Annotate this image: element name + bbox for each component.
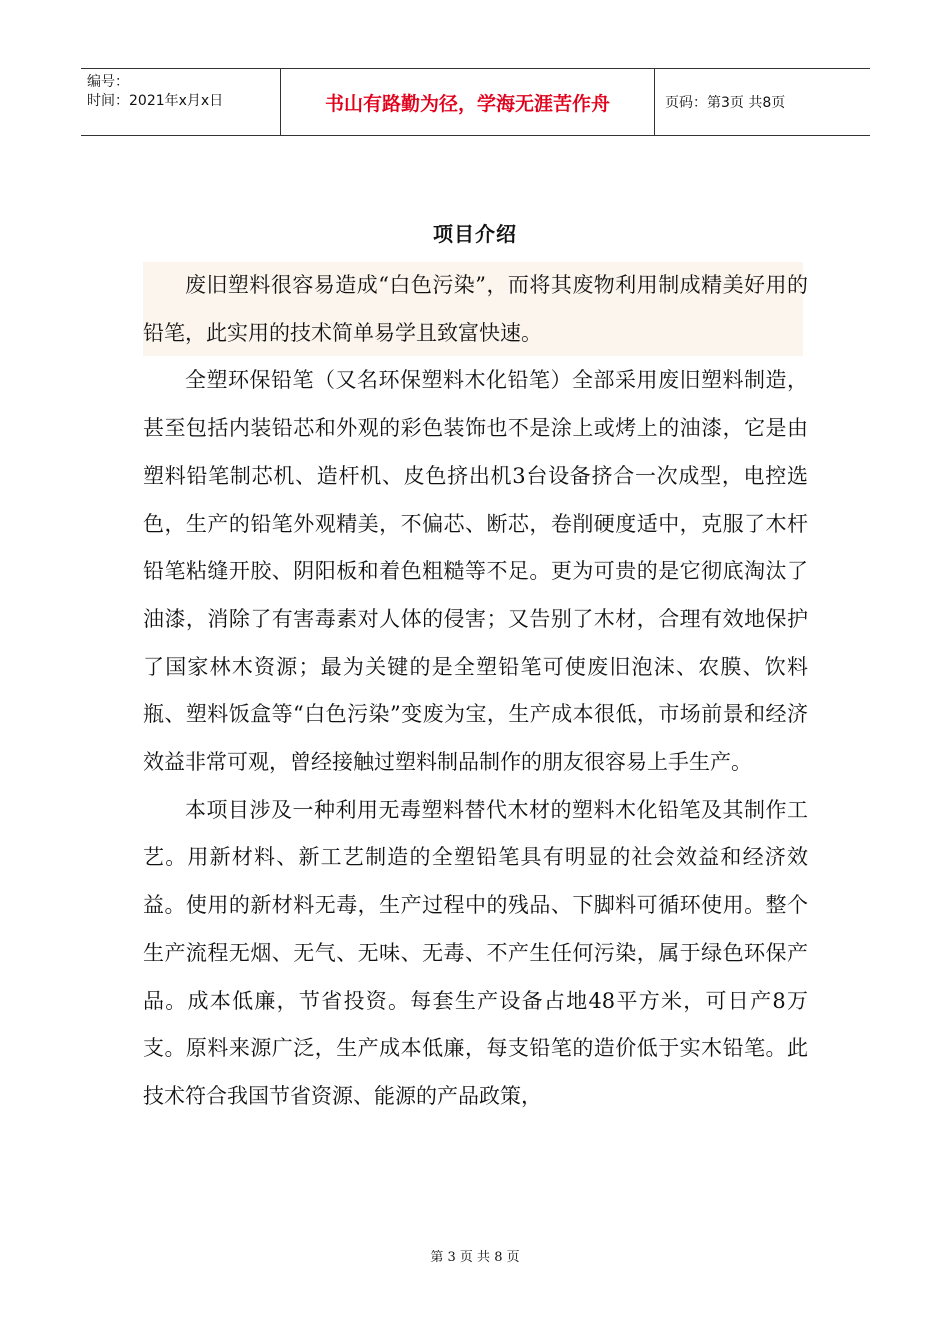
header-motto: 书山有路勤为径，学海无涯苦作舟 — [281, 69, 655, 135]
header-page-info: 页码：第3页 共8页 — [665, 95, 786, 111]
paragraph-1: 废旧塑料很容易造成“白色污染”，而将其废物利用制成精美好用的铅笔，此实用的技术简单易学且致富快速。 — [143, 273, 808, 345]
page-footer: 第 3 页 共 8 页 — [430, 1250, 520, 1265]
paragraph-3: 本项目涉及一种利用无毒塑料替代木材的塑料木化铅笔及其制作工艺。用新材料、新工艺制造的全塑铅笔具有明显的社会效益和经济效益。使用的新材料无毒，生产过程中的残品、下脚料可循环使用。整个生产流程无烟、无气、无味、无毒、不产生任何污染，属于绿色环保产品。成本低廉，节省投资。每套生产设备占地48平方米，可日产8万支。原料来源广泛，生产成本低廉，每支铅笔的造价低于实木铅笔。此技术符合我国节省资源、能源的产品政策， — [143, 797, 808, 1108]
number-label: 编号： — [87, 74, 129, 90]
document-header — [81, 68, 870, 136]
document-body — [143, 262, 808, 1121]
paragraph-2: 全塑环保铅笔（又名环保塑料木化铅笔）全部采用废旧塑料制造，甚至包括内装铅芯和外观的彩色装饰也不是涂上或烤上的油漆，它是由塑料铅笔制芯机、造杆机、皮色挤出机3台设备挤合一次成型，电控选色，生产的铅笔外观精美，不偏芯、断芯，卷削硬度适中，克服了木杆铅笔粘缝开胶、阴阳板和着色粗糙等不足。更为可贵的是它彻底淘汰了油漆，消除了有害毒素对人体的侵害；又告别了木材，合理有效地保护了国家林木资源；最为关键的是全塑铅笔可使废旧泡沫、农膜、饮料瓶、塑料饭盒等“白色污染”变废为宝，生产成本很低，市场前景和经济效益非常可观，曾经接触过塑料制品制作的朋友很容易上手生产。 — [143, 368, 808, 775]
time-label: 时间：2021年x月x日 — [87, 93, 224, 109]
page-title: 项目介绍 — [433, 222, 517, 246]
header-meta-cell — [81, 69, 281, 135]
